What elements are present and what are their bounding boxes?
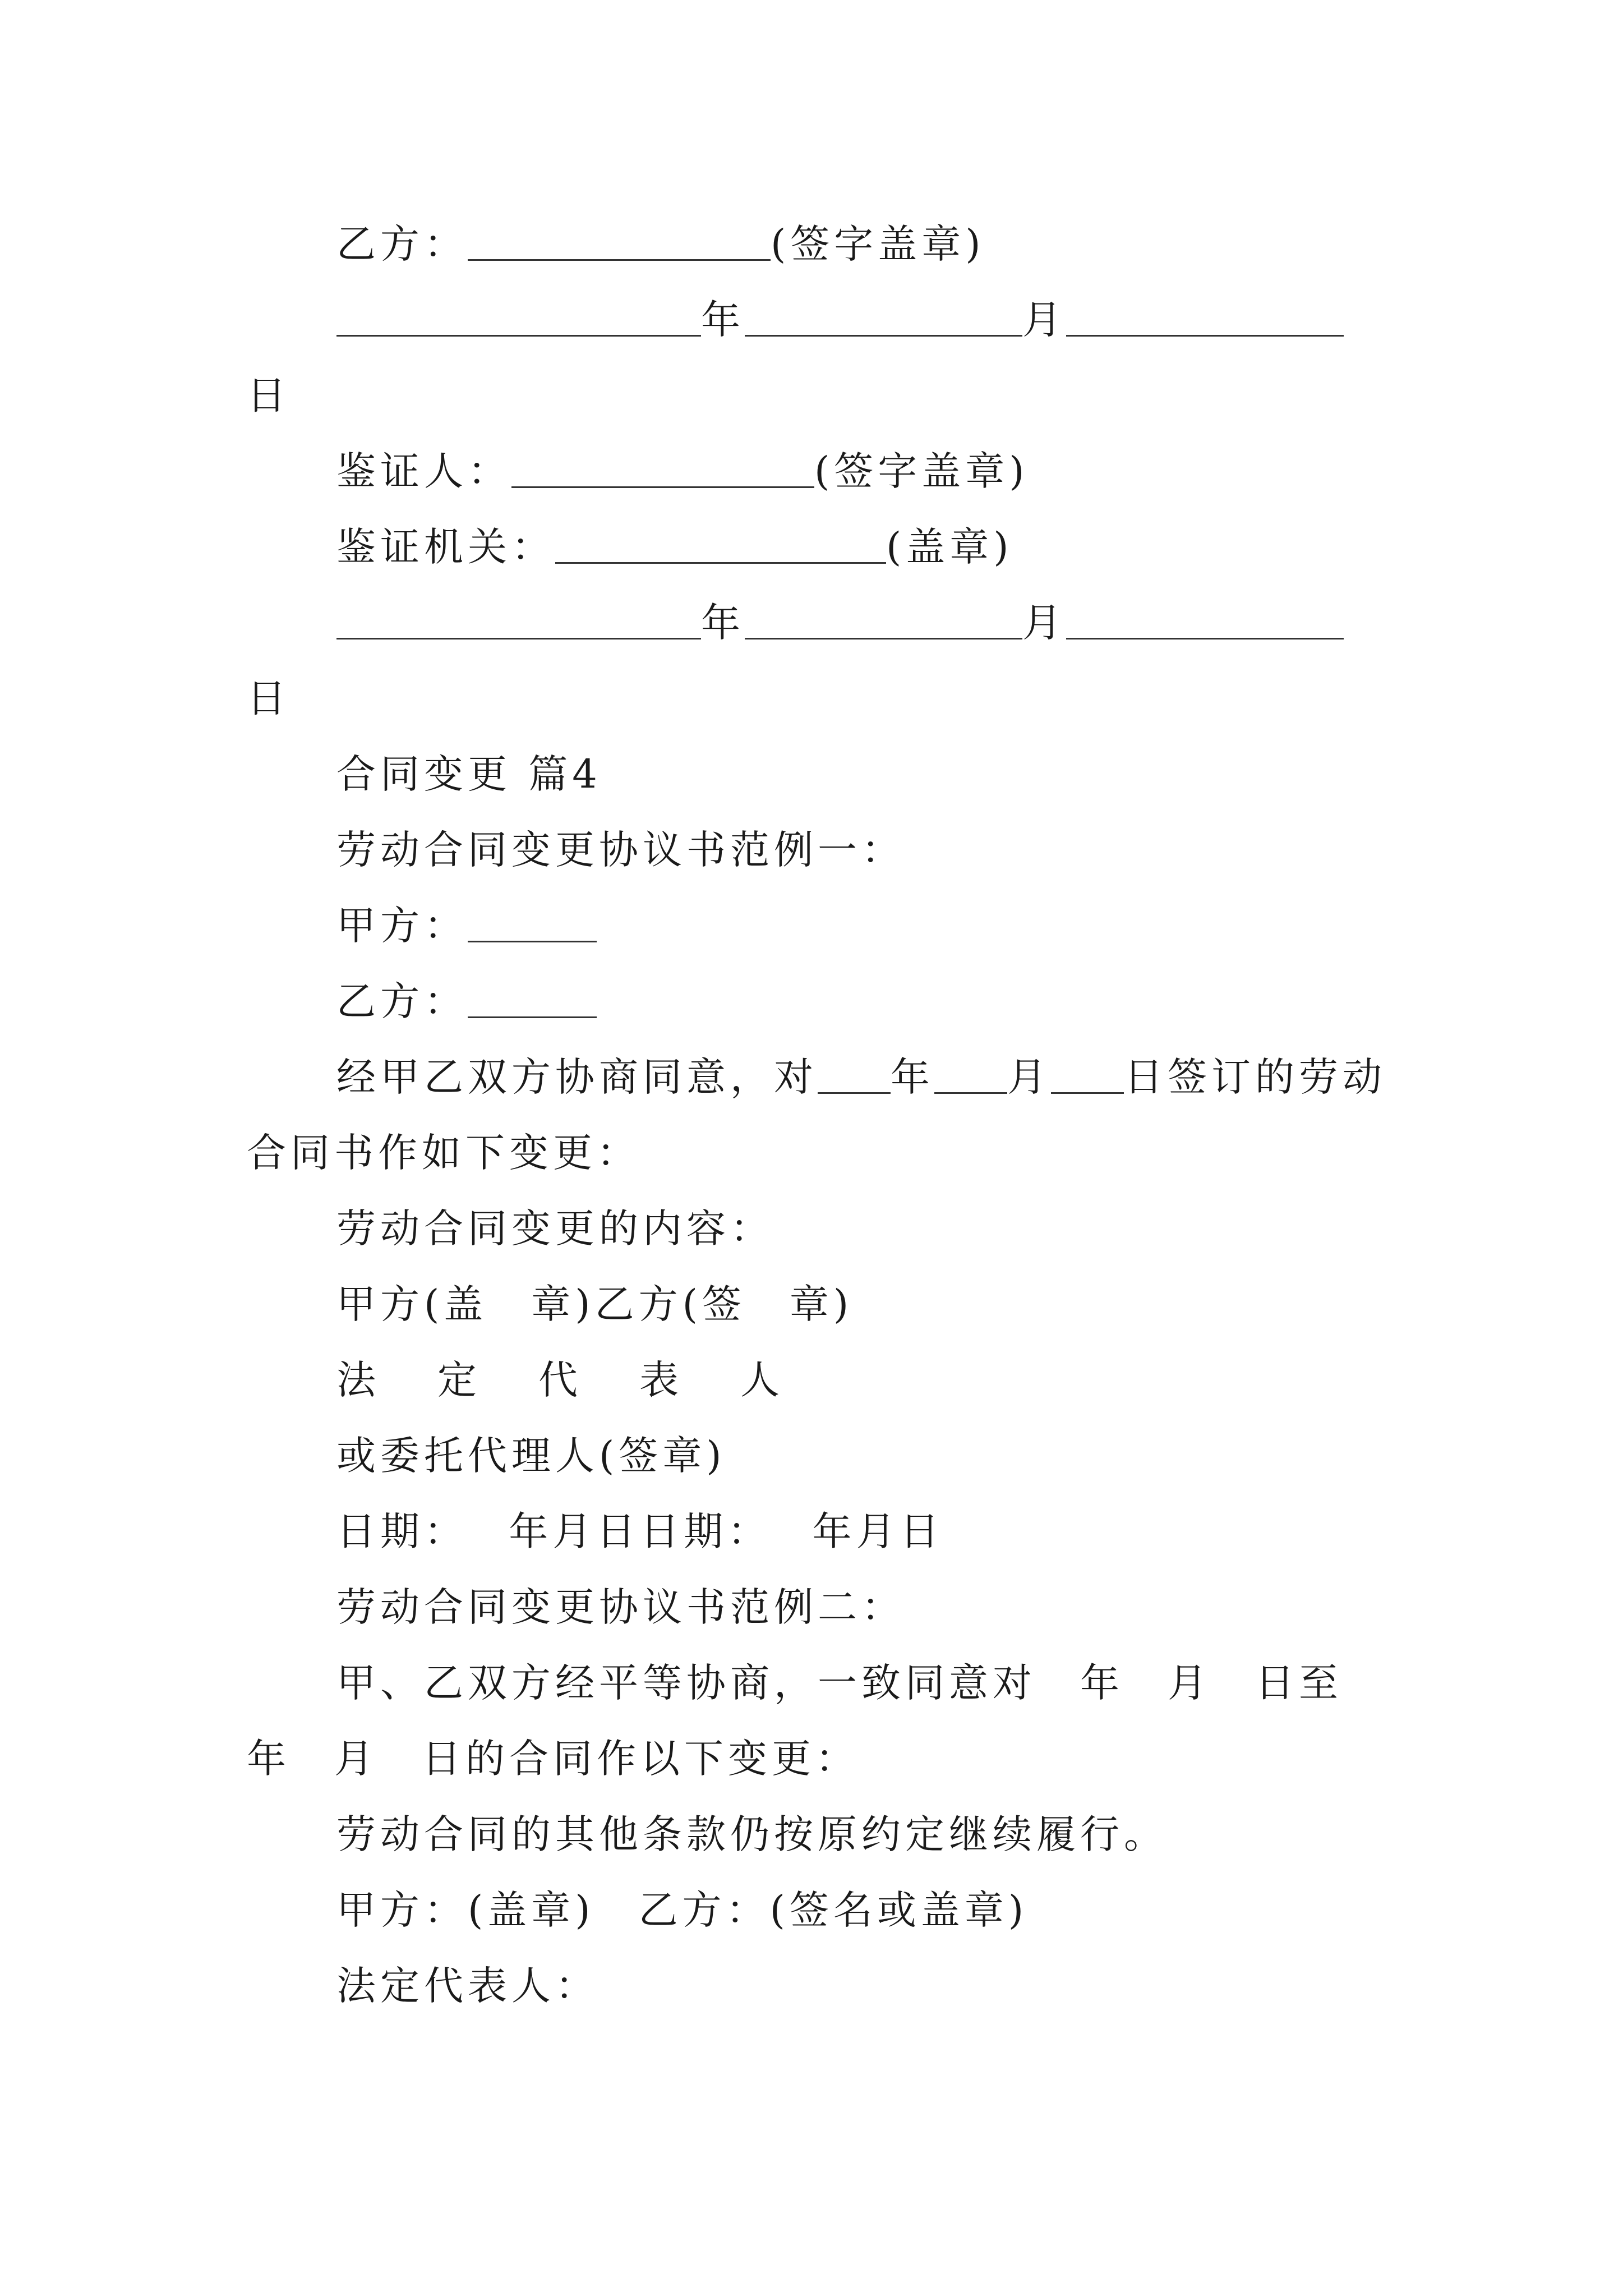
month-label: 月 bbox=[1022, 600, 1066, 646]
day-label-2: 日 bbox=[247, 675, 291, 721]
year-blank bbox=[336, 604, 701, 639]
party-b-line bbox=[336, 973, 597, 1029]
date-line-1 bbox=[336, 292, 1344, 348]
party-a-blank bbox=[468, 907, 597, 942]
day-blank bbox=[1051, 1059, 1124, 1094]
agreement-intro-continuation: 合同书作如下变更： bbox=[247, 1130, 640, 1176]
day-blank bbox=[1066, 301, 1344, 337]
date-line-2 bbox=[336, 595, 1344, 651]
witness-label: 鉴证人： bbox=[336, 448, 511, 494]
legal-representative-line: 法定代表人： bbox=[336, 1963, 599, 2009]
year-label: 年 bbox=[701, 600, 745, 646]
party-a-label: 甲方： bbox=[336, 903, 468, 949]
example-two-title: 劳动合同变更协议书范例二： bbox=[336, 1584, 905, 1630]
sign-seal-note: (签字盖章) bbox=[814, 448, 1029, 494]
example-one-title: 劳动合同变更协议书范例一： bbox=[336, 827, 905, 873]
example-two-intro-continuation: 年 月 日的合同作以下变更： bbox=[247, 1736, 859, 1782]
legal-representative-label: 法 定 代 表 人 bbox=[336, 1357, 791, 1403]
witness-authority-blank bbox=[555, 528, 886, 564]
authorized-agent-label: 或委托代理人(签章) bbox=[336, 1433, 726, 1479]
party-b-label: 乙方： bbox=[336, 978, 468, 1024]
party-b-signature-line bbox=[336, 216, 985, 272]
party-b-blank bbox=[468, 226, 771, 261]
month-blank bbox=[745, 301, 1022, 337]
month-blank bbox=[934, 1059, 1007, 1094]
witness-blank bbox=[511, 453, 814, 488]
seal-note: (盖章) bbox=[886, 524, 1013, 570]
date-fields-line: 日期： 年月日日期： 年月日 bbox=[336, 1508, 944, 1554]
year-blank bbox=[818, 1059, 891, 1094]
party-b-label: 乙方： bbox=[336, 221, 468, 267]
section-heading: 合同变更 篇4 bbox=[336, 751, 602, 797]
year-label: 年 bbox=[701, 297, 745, 343]
party-b-blank bbox=[468, 983, 597, 1018]
month-label: 月 bbox=[1022, 297, 1066, 343]
day-blank bbox=[1066, 604, 1344, 639]
witness-signature-line bbox=[336, 443, 1029, 499]
party-a-line bbox=[336, 898, 597, 954]
sign-seal-note: (签字盖章) bbox=[771, 221, 985, 267]
example-two-intro: 甲、乙双方经平等协商，一致同意对 年 月 日至 bbox=[336, 1660, 1343, 1706]
day-label-1: 日 bbox=[247, 372, 291, 418]
other-terms-statement: 劳动合同的其他条款仍按原约定继续履行。 bbox=[336, 1811, 1168, 1857]
witness-authority-line bbox=[336, 519, 1013, 575]
signature-seal-line: 甲方：(盖章) 乙方：(签名或盖章) bbox=[336, 1887, 1029, 1933]
month-blank bbox=[745, 604, 1022, 639]
party-seal-line: 甲方(盖 章)乙方(签 章) bbox=[336, 1281, 854, 1327]
year-blank bbox=[336, 301, 701, 337]
agreement-intro-line: 经甲乙双方协商同意，对 年 月 日签订的劳动 bbox=[336, 1054, 1386, 1100]
witness-authority-label: 鉴证机关： bbox=[336, 524, 555, 570]
change-content-label: 劳动合同变更的内容： bbox=[336, 1205, 774, 1251]
